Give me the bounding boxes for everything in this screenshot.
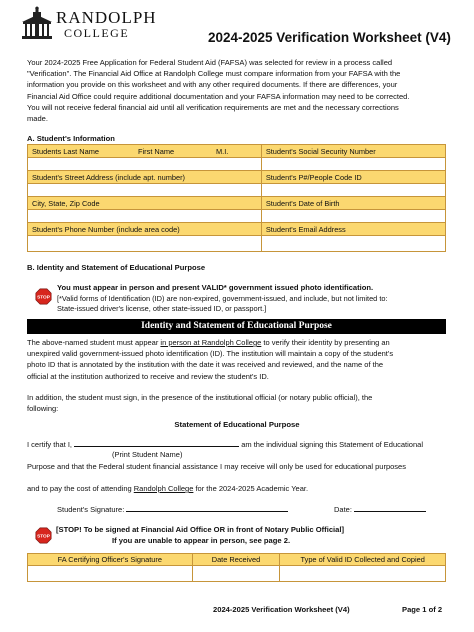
logo-name: RANDOLPH: [56, 8, 157, 27]
id-type-field[interactable]: [280, 566, 446, 582]
page-header: [20, 6, 454, 45]
name-labels-cell: [28, 145, 262, 158]
officer-signature-field[interactable]: [28, 566, 193, 582]
intro-paragraph: [27, 57, 447, 124]
must-appear-notice: You must appear in person and present VALID* government issued photo identification.: [57, 283, 374, 292]
purpose-line: Purpose and that the Federal student financial assistance I may receive will only be used for educational purposes: [27, 462, 406, 471]
valid-id-note: [57, 294, 388, 314]
svg-text:STOP: STOP: [37, 295, 50, 301]
signature-line: [57, 504, 288, 514]
mi-label: M.I.: [216, 146, 229, 156]
phone-label: Student's Phone Number (include area code): [28, 223, 262, 236]
stop-sign-notice: [STOP! To be signed at Financial Aid Office OR in front of Notary Public Official]: [56, 525, 345, 534]
section-b-heading: B. Identity and Statement of Educational Purpose: [27, 263, 206, 272]
street-address-label: Student's Street Address (include apt. number): [28, 171, 262, 184]
instruction-line: following:: [27, 404, 59, 414]
valid-id-line: State-issued driver's license, other state-issued ID, or passport.]: [57, 304, 267, 313]
officer-signature-header: FA Certifying Officer's Signature: [28, 554, 193, 566]
statement-title: Statement of Educational Purpose: [174, 420, 300, 429]
intro-line: made.: [27, 114, 48, 124]
date-line: [334, 504, 426, 514]
footer-title: 2024-2025 Verification Worksheet (V4): [213, 605, 350, 614]
email-label: Student's Email Address: [261, 223, 445, 236]
date-received-header: Date Received: [192, 554, 280, 566]
date-input[interactable]: [354, 504, 426, 512]
last-name-label: Students Last Name: [32, 146, 99, 156]
people-code-label: Student's P#/People Code ID: [261, 171, 445, 184]
student-name-input[interactable]: [74, 439, 239, 447]
in-person-link: in person at Randolph College: [160, 338, 262, 347]
logo-college: COLLEGE: [64, 26, 130, 40]
identity-text: The above-named student must appear: [27, 338, 161, 347]
identity-section-bar: Identity and Statement of Educational Purpose: [27, 319, 446, 334]
student-info-table: [27, 144, 446, 252]
sign-instruction-paragraph: [27, 392, 447, 414]
document-title: 2024-2025 Verification Worksheet (V4): [208, 30, 451, 45]
page-number: Page 1 of 2: [402, 605, 443, 614]
stop-sign-icon: [35, 527, 52, 544]
see-page-2-notice: If you are unable to appear in person, see page 2.: [112, 536, 291, 545]
college-logo: [20, 6, 170, 42]
college-building-icon: [20, 6, 54, 42]
print-name-caption: (Print Student Name): [112, 450, 183, 459]
certify-line: [27, 439, 423, 449]
first-name-label: First Name: [138, 146, 175, 156]
email-field[interactable]: [261, 236, 445, 252]
street-address-field[interactable]: [28, 184, 262, 197]
identity-line: photo ID that is annotated by the institution with the date it was received and reviewed, and the name of the: [27, 360, 384, 370]
intro-line: "Verification". The Financial Aid Office at Randolph College must compare information from your FAFSA with the: [27, 69, 401, 79]
ssn-label: Student's Social Security Number: [261, 145, 445, 158]
identity-line: official at the institution authorized to receive and review the student's ID.: [27, 371, 269, 381]
intro-line: Financial Aid Office could require additional documentation and your FAFSA information may need to be corrected.: [27, 91, 410, 101]
ssn-field[interactable]: [261, 158, 445, 171]
date-received-field[interactable]: [192, 566, 280, 582]
signature-label: Student's Signature:: [57, 505, 125, 514]
signature-input[interactable]: [126, 504, 288, 512]
city-state-zip-label: City, State, Zip Code: [28, 197, 262, 210]
date-label: Date:: [334, 505, 352, 514]
section-a-heading: A. Student's Information: [27, 134, 115, 143]
randolph-college-link: Randolph College: [133, 484, 194, 493]
date-of-birth-field[interactable]: [261, 210, 445, 223]
stop-sign-icon: [35, 288, 52, 305]
phone-field[interactable]: [28, 236, 262, 252]
date-of-birth-label: Student's Date of Birth: [261, 197, 445, 210]
identity-text: to verify their identity by presenting an: [261, 338, 390, 347]
fa-officer-table: [27, 553, 446, 582]
intro-line: You will not receive federal financial aid until all verification requirements are met and the necessary corrections: [27, 102, 399, 112]
id-type-header: Type of Valid ID Collected and Copied: [280, 554, 446, 566]
student-name-field[interactable]: [28, 158, 262, 171]
identity-paragraph: [27, 337, 447, 382]
cost-prefix: and to pay the cost of attending: [27, 484, 134, 493]
intro-line: information you provide on this worksheet and with any other required documents. If there are differences, your: [27, 80, 398, 90]
people-code-field[interactable]: [261, 184, 445, 197]
instruction-line: In addition, the student must sign, in the presence of the institutional official (or notary public official), the: [27, 393, 373, 402]
valid-id-line: [*Valid forms of Identification (ID) are non-expired, government-issued, and include, but not limited to:: [57, 294, 388, 303]
svg-text:STOP: STOP: [37, 534, 50, 540]
cost-line: [27, 484, 308, 493]
identity-line: unexpired valid government-issued photo identification (ID). The institution will maintain a copy of the student's: [27, 349, 394, 359]
cost-suffix: for the 2024-2025 Academic Year.: [193, 484, 309, 493]
certify-prefix: I certify that I,: [27, 440, 73, 449]
intro-line: Your 2024-2025 Free Application for Federal Student Aid (FAFSA) was selected for review in a process called: [27, 58, 393, 67]
city-state-zip-field[interactable]: [28, 210, 262, 223]
certify-suffix: am the individual signing this Statement of Educational: [241, 440, 423, 449]
